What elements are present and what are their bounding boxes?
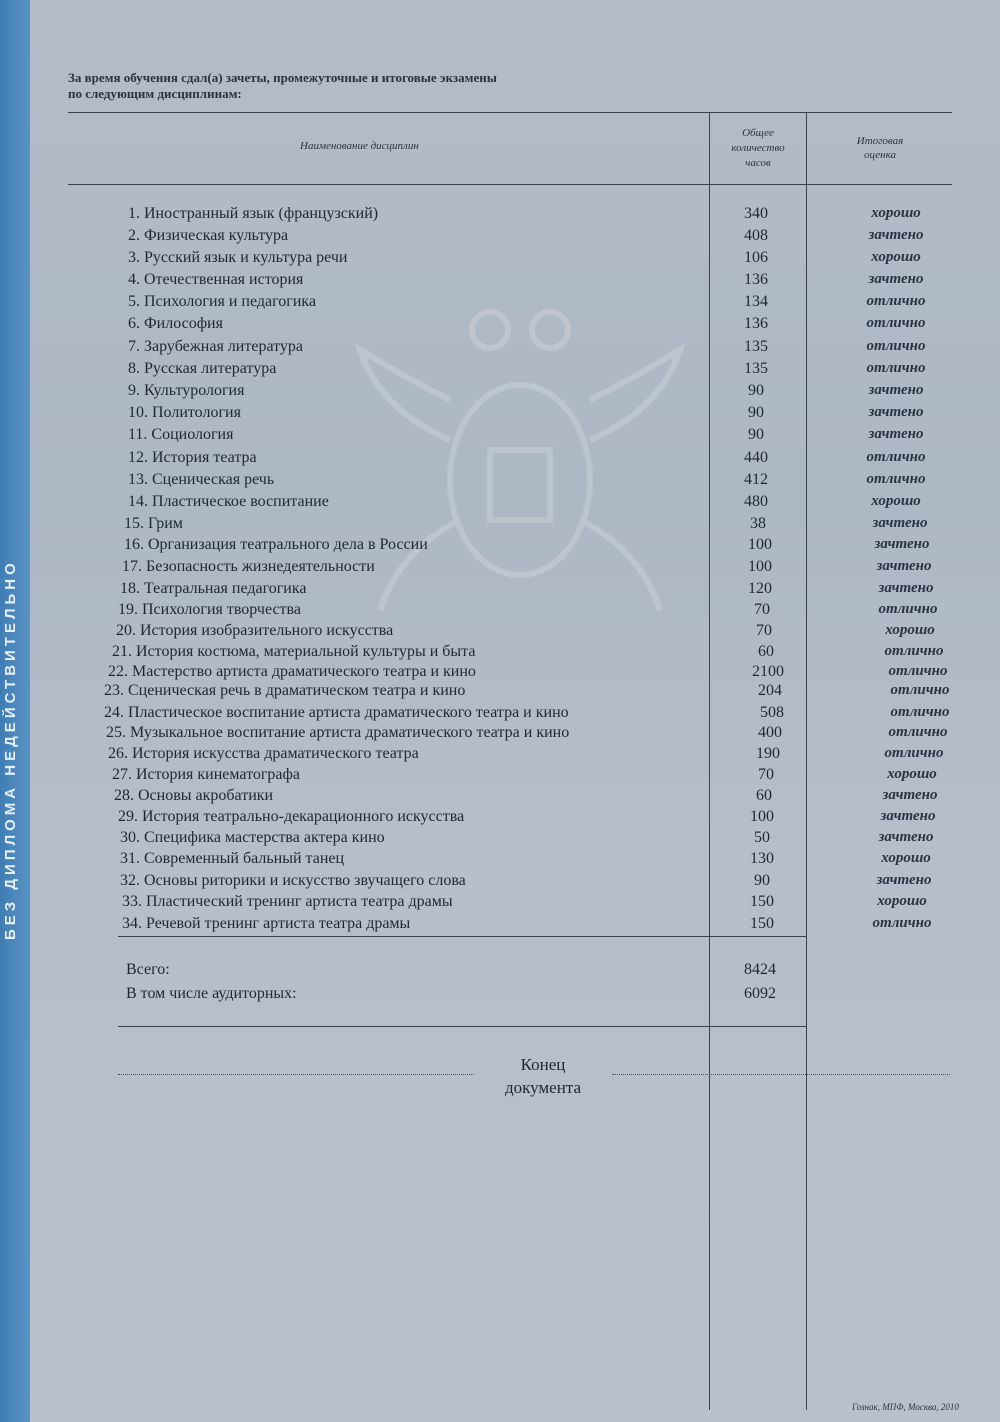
table-row	[0, 704, 1000, 726]
table-row	[0, 449, 1000, 471]
discipline-hours: 106	[744, 249, 768, 266]
discipline-hours: 135	[744, 338, 768, 355]
table-row	[0, 808, 1000, 830]
discipline-name: 4. Отечественная история	[128, 271, 304, 288]
discipline-grade: отлично	[866, 293, 926, 309]
auditorium-label: В том числе аудиторных:	[126, 985, 297, 1002]
end-of-document: Конец документа	[504, 1055, 582, 1097]
discipline-name: 16. Организация театрального дела в России	[124, 536, 428, 553]
discipline-hours: 90	[754, 872, 770, 889]
table-row	[0, 766, 1000, 788]
table-row	[0, 426, 1000, 448]
discipline-grade: хорошо	[881, 850, 931, 866]
discipline-hours: 90	[748, 382, 764, 399]
table-row	[0, 558, 1000, 580]
discipline-grade: отлично	[866, 471, 926, 487]
discipline-grade: отлично	[866, 338, 926, 354]
table-row	[0, 724, 1000, 746]
discipline-name: 2. Физическая культура	[128, 227, 289, 244]
discipline-name: 32. Основы риторики и искусство звучащего слова	[120, 872, 466, 889]
discipline-hours: 440	[744, 449, 768, 466]
discipline-name: 9. Культурология	[128, 382, 245, 399]
discipline-grade: зачтено	[872, 515, 928, 531]
table-row	[0, 471, 1000, 493]
discipline-grade: хорошо	[887, 766, 937, 782]
discipline-hours: 480	[744, 493, 768, 510]
discipline-grade: зачтено	[868, 227, 924, 243]
discipline-name: 5. Психология и педагогика	[128, 293, 317, 310]
table-row	[0, 745, 1000, 767]
header-discipline-name: Наименование дисциплин	[300, 140, 419, 152]
table-row	[0, 850, 1000, 872]
discipline-hours: 70	[758, 766, 774, 783]
table-row	[0, 293, 1000, 315]
end-dotted-line-right	[612, 1074, 950, 1075]
table-row	[0, 601, 1000, 623]
discipline-name: 8. Русская литература	[128, 360, 277, 377]
discipline-name: 22. Мастерство артиста драматического театра и кино	[108, 663, 476, 680]
discipline-grade: отлично	[888, 724, 948, 740]
table-row	[0, 536, 1000, 558]
header-final-grade: Итоговая оценка	[856, 135, 904, 161]
discipline-hours: 340	[744, 205, 768, 222]
discipline-grade: отлично	[884, 643, 944, 659]
total-label: Всего:	[126, 961, 170, 978]
table-row	[0, 872, 1000, 894]
discipline-grade: отлично	[872, 915, 932, 931]
discipline-name: 18. Театральная педагогика	[120, 580, 307, 597]
side-band-text: БЕЗ ДИПЛОМА НЕДЕЙСТВИТЕЛЬНО	[2, 559, 19, 940]
discipline-hours: 60	[758, 643, 774, 660]
discipline-name: 6. Философия	[128, 315, 223, 332]
discipline-hours: 70	[756, 622, 772, 639]
discipline-hours: 130	[750, 850, 774, 867]
table-header-rule	[68, 184, 952, 185]
discipline-grade: отлично	[878, 601, 938, 617]
table-row	[0, 915, 1000, 937]
discipline-hours: 190	[756, 745, 780, 762]
discipline-grade: зачтено	[878, 829, 934, 845]
discipline-hours: 90	[748, 404, 764, 421]
discipline-grade: зачтено	[878, 580, 934, 596]
discipline-hours: 60	[756, 787, 772, 804]
discipline-name: 34. Речевой тренинг артиста театра драмы	[122, 915, 411, 932]
discipline-hours: 100	[750, 808, 774, 825]
discipline-grade: зачтено	[868, 404, 924, 420]
table-row	[0, 580, 1000, 602]
table-row	[0, 829, 1000, 851]
discipline-grade: зачтено	[880, 808, 936, 824]
table-row	[0, 493, 1000, 515]
discipline-grade: отлично	[890, 682, 950, 698]
discipline-name: 23. Сценическая речь в драматическом театра и кино	[104, 682, 466, 699]
discipline-name: 20. История изобразительного искусства	[116, 622, 394, 639]
discipline-hours: 38	[750, 515, 766, 532]
discipline-grade: хорошо	[871, 493, 921, 509]
discipline-name: 19. Психология творчества	[118, 601, 301, 618]
discipline-grade: хорошо	[885, 622, 935, 638]
discipline-name: 11. Социология	[128, 426, 234, 443]
discipline-hours: 100	[748, 558, 772, 575]
discipline-name: 27. История кинематографа	[112, 766, 300, 783]
table-row	[0, 893, 1000, 915]
discipline-name: 7. Зарубежная литература	[128, 338, 304, 355]
discipline-grade: зачтено	[876, 872, 932, 888]
discipline-hours: 408	[744, 227, 768, 244]
discipline-name: 31. Современный бальный танец	[120, 850, 345, 867]
table-row	[0, 643, 1000, 665]
discipline-name: 26. История искусства драматического театра	[108, 745, 419, 762]
table-row	[0, 682, 1000, 704]
discipline-grade: хорошо	[871, 205, 921, 221]
discipline-hours: 134	[744, 293, 768, 310]
discipline-grade: зачтено	[874, 536, 930, 552]
table-top-rule	[68, 112, 952, 113]
discipline-hours: 135	[744, 360, 768, 377]
discipline-hours: 412	[744, 471, 768, 488]
table-row	[0, 249, 1000, 271]
discipline-grade: отлично	[890, 704, 950, 720]
discipline-name: 15. Грим	[124, 515, 183, 532]
table-row	[0, 622, 1000, 644]
table-row	[0, 227, 1000, 249]
discipline-hours: 2100	[752, 663, 784, 680]
discipline-hours: 70	[754, 601, 770, 618]
printer-imprint: Гознак, МПФ, Москва, 2010	[852, 1402, 959, 1412]
discipline-grade: отлично	[866, 360, 926, 376]
discipline-grade: зачтено	[868, 382, 924, 398]
discipline-hours: 136	[744, 271, 768, 288]
discipline-hours: 508	[760, 704, 784, 721]
discipline-name: 17. Безопасность жизнедеятельности	[122, 558, 375, 575]
table-row	[0, 271, 1000, 293]
discipline-name: 12. История театра	[128, 449, 257, 466]
discipline-hours: 150	[750, 915, 774, 932]
total-value: 8424	[744, 961, 776, 978]
discipline-grade: зачтено	[876, 558, 932, 574]
discipline-grade: отлично	[888, 663, 948, 679]
discipline-name: 1. Иностранный язык (французский)	[128, 205, 379, 222]
discipline-name: 24. Пластическое воспитание артиста драматического театра и кино	[104, 704, 569, 721]
discipline-name: 25. Музыкальное воспитание артиста драматического театра и кино	[106, 724, 570, 741]
header-total-hours: Общее количество часов	[731, 127, 785, 169]
discipline-hours: 400	[758, 724, 782, 741]
discipline-hours: 120	[748, 580, 772, 597]
intro-text	[68, 70, 688, 102]
auditorium-value: 6092	[744, 985, 776, 1002]
table-row	[0, 205, 1000, 227]
discipline-name: 33. Пластический тренинг артиста театра драмы	[122, 893, 453, 910]
discipline-name: 14. Пластическое воспитание	[128, 493, 329, 510]
discipline-name: 21. История костюма, материальной культуры и быта	[112, 643, 476, 660]
discipline-grade: хорошо	[877, 893, 927, 909]
discipline-hours: 90	[748, 426, 764, 443]
table-row	[0, 338, 1000, 360]
discipline-name: 28. Основы акробатики	[114, 787, 274, 804]
discipline-name: 30. Специфика мастерства актера кино	[120, 829, 385, 846]
intro-line-1: За время обучения сдал(а) зачеты, промежуточные и итоговые экзамены	[68, 70, 497, 85]
discipline-grade: отлично	[866, 449, 926, 465]
discipline-hours: 204	[758, 682, 782, 699]
table-row	[0, 515, 1000, 537]
discipline-name: 29. История театрально-декарационного искусства	[118, 808, 465, 825]
table-row	[0, 787, 1000, 809]
totals-bottom-rule	[118, 1026, 806, 1027]
discipline-grade: зачтено	[868, 271, 924, 287]
discipline-grade: отлично	[884, 745, 944, 761]
discipline-grade: зачтено	[868, 426, 924, 442]
discipline-name: 3. Русский язык и культура речи	[128, 249, 348, 266]
discipline-grade: отлично	[866, 315, 926, 331]
table-row	[0, 315, 1000, 337]
discipline-name: 13. Сценическая речь	[128, 471, 275, 488]
intro-line-2: по следующим дисциплинам:	[68, 86, 242, 101]
table-row	[0, 382, 1000, 404]
table-row	[0, 404, 1000, 426]
discipline-grade: хорошо	[871, 249, 921, 265]
discipline-name: 10. Политология	[128, 404, 241, 421]
table-row	[0, 360, 1000, 382]
discipline-hours: 100	[748, 536, 772, 553]
discipline-hours: 150	[750, 893, 774, 910]
end-dotted-line-left	[118, 1074, 474, 1075]
discipline-hours: 136	[744, 315, 768, 332]
discipline-grade: зачтено	[882, 787, 938, 803]
discipline-hours: 50	[754, 829, 770, 846]
